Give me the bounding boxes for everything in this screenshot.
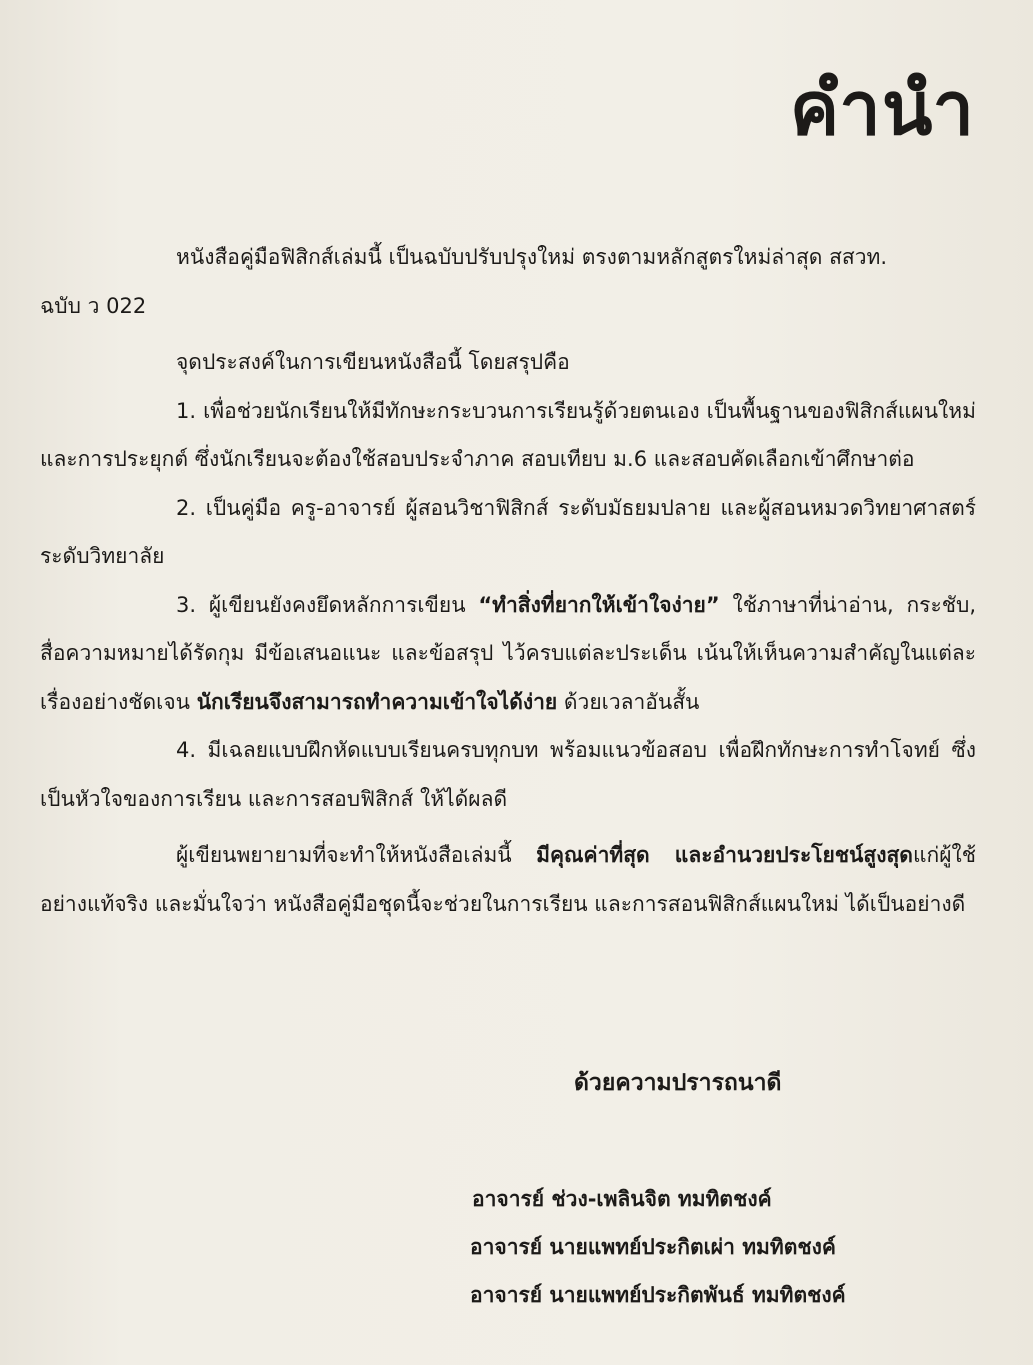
signer-2: อาจารย์ นายแพทย์ประกิตเผ่า ทมทิตชงค์ [470, 1235, 836, 1259]
item3-text-c: ด้วยเวลาอันสั้น [557, 689, 700, 714]
intro-line-1: หนังสือคู่มือฟิสิกส์เล่มนี้ เป็นฉบับปรับปรุงใหม่ ตรงตามหลักสูตรใหม่ล่าสุด สสวท. [176, 245, 888, 269]
signer-3: อาจารย์ นายแพทย์ประกิตพันธ์ ทมทิตชงค์ [470, 1283, 846, 1307]
page-title: คำนำ [789, 66, 975, 152]
item3-emphasis-2: นักเรียนจึงสามารถทำความเข้าใจได้ง่าย [196, 689, 558, 714]
closing-text-b: แก่ผู้ใช้อย่างแท้จริง และมั่นใจว่า หนังสือคู่มือชุดนี้จะช่วยในการเรียน และการสอนฟิสิกส์แผนใหม่ ได้เป็นอย่างดี [40, 843, 976, 916]
sign-off: ด้วยความปรารถนาดี [574, 1070, 782, 1096]
item3-text-b: ใช้ภาษาที่น่าอ่าน, กระชับ, สื่อความหมายได้รัดกุม มีข้อเสนอแนะ และข้อสรุป ไว้ครบแต่ละประเด็น เน้นให้เห็นความสำคัญในแต่ละเรื่องอย่างชัดเจน [40, 592, 976, 714]
item3-text-a: 3. ผู้เขียนยังคงยึดหลักการเขียน [176, 592, 479, 617]
signer-1: อาจารย์ ช่วง-เพลินจิต ทมทิตชงค์ [472, 1187, 772, 1211]
list-item-3 [40, 581, 976, 727]
purpose-line: จุดประสงค์ในการเขียนหนังสือนี้ โดยสรุปคือ [176, 350, 570, 374]
item3-emphasis-1: “ทำสิ่งที่ยากให้เข้าใจง่าย” [478, 592, 720, 617]
closing-text-a: ผู้เขียนพยายามที่จะทำให้หนังสือเล่มนี้ [176, 843, 537, 867]
signer-list [470, 1175, 846, 1319]
closing-paragraph [40, 831, 976, 928]
list-item-4: 4. มีเฉลยแบบฝึกหัดแบบเรียนครบทุกบท พร้อมแนวข้อสอบ เพื่อฝึกทักษะการทำโจทย์ ซึ่งเป็นหัวใจของการเรียน และการสอบฟิสิกส์ ให้ได้ผลดี [40, 738, 976, 811]
closing-emphasis: มีคุณค่าที่สุด และอำนวยประโยชน์สูงสุด [536, 843, 913, 867]
intro-line-2: ฉบับ ว 022 [40, 293, 147, 318]
list-item-1: 1. เพื่อช่วยนักเรียนให้มีทักษะกระบวนการเรียนรู้ด้วยตนเอง เป็นพื้นฐานของฟิสิกส์แผนใหม่ และการประยุกต์ ซึ่งนักเรียนจะต้องใช้สอบประจำภาค สอบเทียบ ม.6 และสอบคัดเลือกเข้าศึกษาต่อ [40, 398, 976, 471]
list-item-2: 2. เป็นคู่มือ ครู-อาจารย์ ผู้สอนวิชาฟิสิกส์ ระดับมัธยมปลาย และผู้สอนหมวดวิทยาศาสตร์ระดับวิทยาลัย [40, 495, 976, 568]
body-text [40, 233, 976, 928]
